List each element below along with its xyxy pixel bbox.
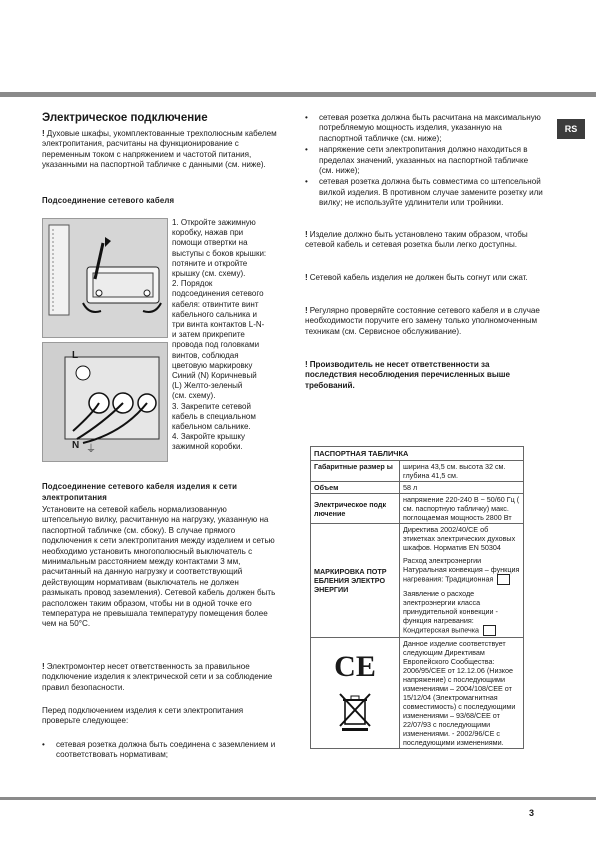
table-row — [311, 447, 524, 461]
warning-icon: ! — [305, 360, 308, 369]
pastry-baking-icon — [483, 625, 496, 636]
warning-icon: ! — [42, 129, 45, 138]
live-terminal-label: L — [72, 350, 79, 361]
warning-icon: ! — [305, 230, 308, 239]
row-label: МАРКИРОВКА ПОТР ЕБЛЕНИЯ ЭЛЕКТРО ЭНЕРГИИ — [311, 524, 400, 638]
language-badge: RS — [557, 119, 585, 139]
row-label: Габаритные размер ы — [311, 461, 400, 482]
table-row — [311, 461, 524, 482]
manufacturer-disclaimer: ! Производитель не несет ответственности за последствия несоблюдения перечисленных выше требований. — [305, 360, 511, 390]
warning-icon: ! — [305, 306, 308, 315]
row-label: Объем — [311, 482, 400, 494]
row-value: ширина 43,5 см. высота 32 см. глубина 41,5 см. — [400, 461, 524, 482]
check-list-left — [42, 740, 278, 762]
table-row — [311, 482, 524, 494]
row-value: напряжение 220-240 В ~ 50/60 Гц ( см. паспортную табличку) макс. поглощаемая мощность 2800 Вт — [400, 494, 524, 524]
list-item: • сетевая розетка должна быть соединена с заземлением и соответствовать нормативам; — [42, 740, 278, 761]
mains-connection-paragraph: Установите на сетевой кабель нормализованную штепсельную вилку, расчитанную на нагрузку, указанную на паспортной табличке (см. сбоку). В случае прямого подключения к сети электропитания между изделием и сетью необходимо установить многополюсный выключатель с минимальным расстоянием между контактами 3 мм, расчитанный на данную нагрузку и соответствующий действующим нормативам (выключатель не должен размыкать провод заземления). Сетевой кабель должен быть расположен таким образом, чтобы ни в одной точке его температура не превышала температуру помещения более чем на 50°С. — [42, 505, 276, 629]
electrician-note: ! Электромонтер несет ответственность за правильное подключение изделия к электрической сети и за соблюдение правил безопасности. — [42, 662, 273, 692]
connection-steps: 1. Откройте зажимную коробку, нажав при помощи отвертки на выступы с боков крышки: потяните и откройте крышку (см. схему). 2. Порядок подсоединения сетевого кабеля: отвинтите винт кабельного сальника и три винта контактов L-N- и затем прикрепите провода под головками винтов, соблюдая цветовую маркировку Синий (N) Коричневый (L) Желто-зеленый (см. схему). 3. Закрепите сетевой кабель в специальном кабельном сальнике. 4. Закройте крышку зажимной коробки. — [172, 218, 267, 452]
note-cable-bend: ! Сетевой кабель изделия не должен быть согнут или сжат. — [305, 273, 528, 282]
intro-paragraph: ! Духовые шкафы, укомплектованные трехполюсным кабелем электропитания, расчитаны на функционирование с переменным током с напряжением и частотой питания, указанными на паспортной табличке с данными (см. ниже). — [42, 129, 277, 170]
check-intro: Перед подключением изделия к сети электропитания проверьте следующее: — [42, 706, 244, 726]
check-list-right — [305, 113, 543, 210]
conventional-heating-icon — [497, 574, 510, 585]
subsection-heading-cable: Подсоединение сетевого кабеля — [42, 196, 175, 205]
note-inspection: ! Регулярно проверяйте состояние сетевого кабеля и в случае необходимости поручите его замену только уполномоченным техникам (см. Сервисное обслуживание). — [305, 306, 540, 336]
warning-icon: ! — [305, 273, 308, 282]
table-row — [311, 638, 524, 749]
row-value: Директива 2002/40/СЕ об этикетках электрических духовых шкафов. Норматив EN 50304 Расход электроэнергии Натуральная конвекция – функция нагревания: Традиционная Заявление о расходе электроэнергии класса принудительной конвекции - функция нагревания: Кондитерская выпечка — [400, 524, 524, 638]
table-row — [311, 524, 524, 638]
ce-mark-icon: CE — [334, 650, 376, 683]
row-value: Данное изделие соответствует следующим Директивам Европейского Сообщества: 2006/95/CEE от 12.12.06 (Низкое напряжение) с последующими изменениями – 2004/108/CEE от 15/12/04 (Электромагнитная совместимость) с последующими изменениями – 93/68/CEE от 22/07/93 с последующими изменениями. - 2002/96/CE с последующими изменениями. — [400, 638, 524, 749]
list-item: • напряжение сети электропитания должно находиться в пределах значений, указанных на паспортной табличке (см. ниже); — [305, 145, 543, 176]
ground-icon: ⏚ — [86, 444, 96, 455]
table-row — [311, 494, 524, 524]
subsection-heading-mains: Подсоединение сетевого кабеля изделия к сети электропитания — [42, 482, 238, 502]
row-label: Электрическое подк лючение — [311, 494, 400, 524]
row-value: 58 л — [400, 482, 524, 494]
list-item: • сетевая розетка должна быть расчитана на максимальную потребляемую мощность изделия, указанную на паспортной табличке (см. ниже); — [305, 113, 543, 144]
warning-icon: ! — [42, 662, 45, 671]
note-access: ! Изделие должно быть установлено таким образом, чтобы сетевой кабель и сетевая розетка были легко доступны. — [305, 230, 528, 250]
footer-bar — [0, 797, 596, 800]
neutral-terminal-label: N — [72, 440, 80, 451]
page-number: 3 — [529, 808, 535, 818]
section-title: Электрическое подключение — [42, 112, 208, 124]
row-label — [311, 638, 400, 749]
weee-bin-icon — [338, 692, 372, 732]
data-plate-table — [310, 446, 524, 749]
table-header: ПАСПОРТНАЯ ТАБЛИЧКА — [311, 447, 524, 461]
header-bar — [0, 92, 596, 97]
list-item: • сетевая розетка должна быть совместима со штепсельной вилкой изделия. В противном случае замените розетку или вилку; не используйте удлинители или тройники. — [305, 177, 543, 208]
junction-box-figure — [42, 218, 168, 338]
terminal-block-figure — [42, 342, 168, 462]
